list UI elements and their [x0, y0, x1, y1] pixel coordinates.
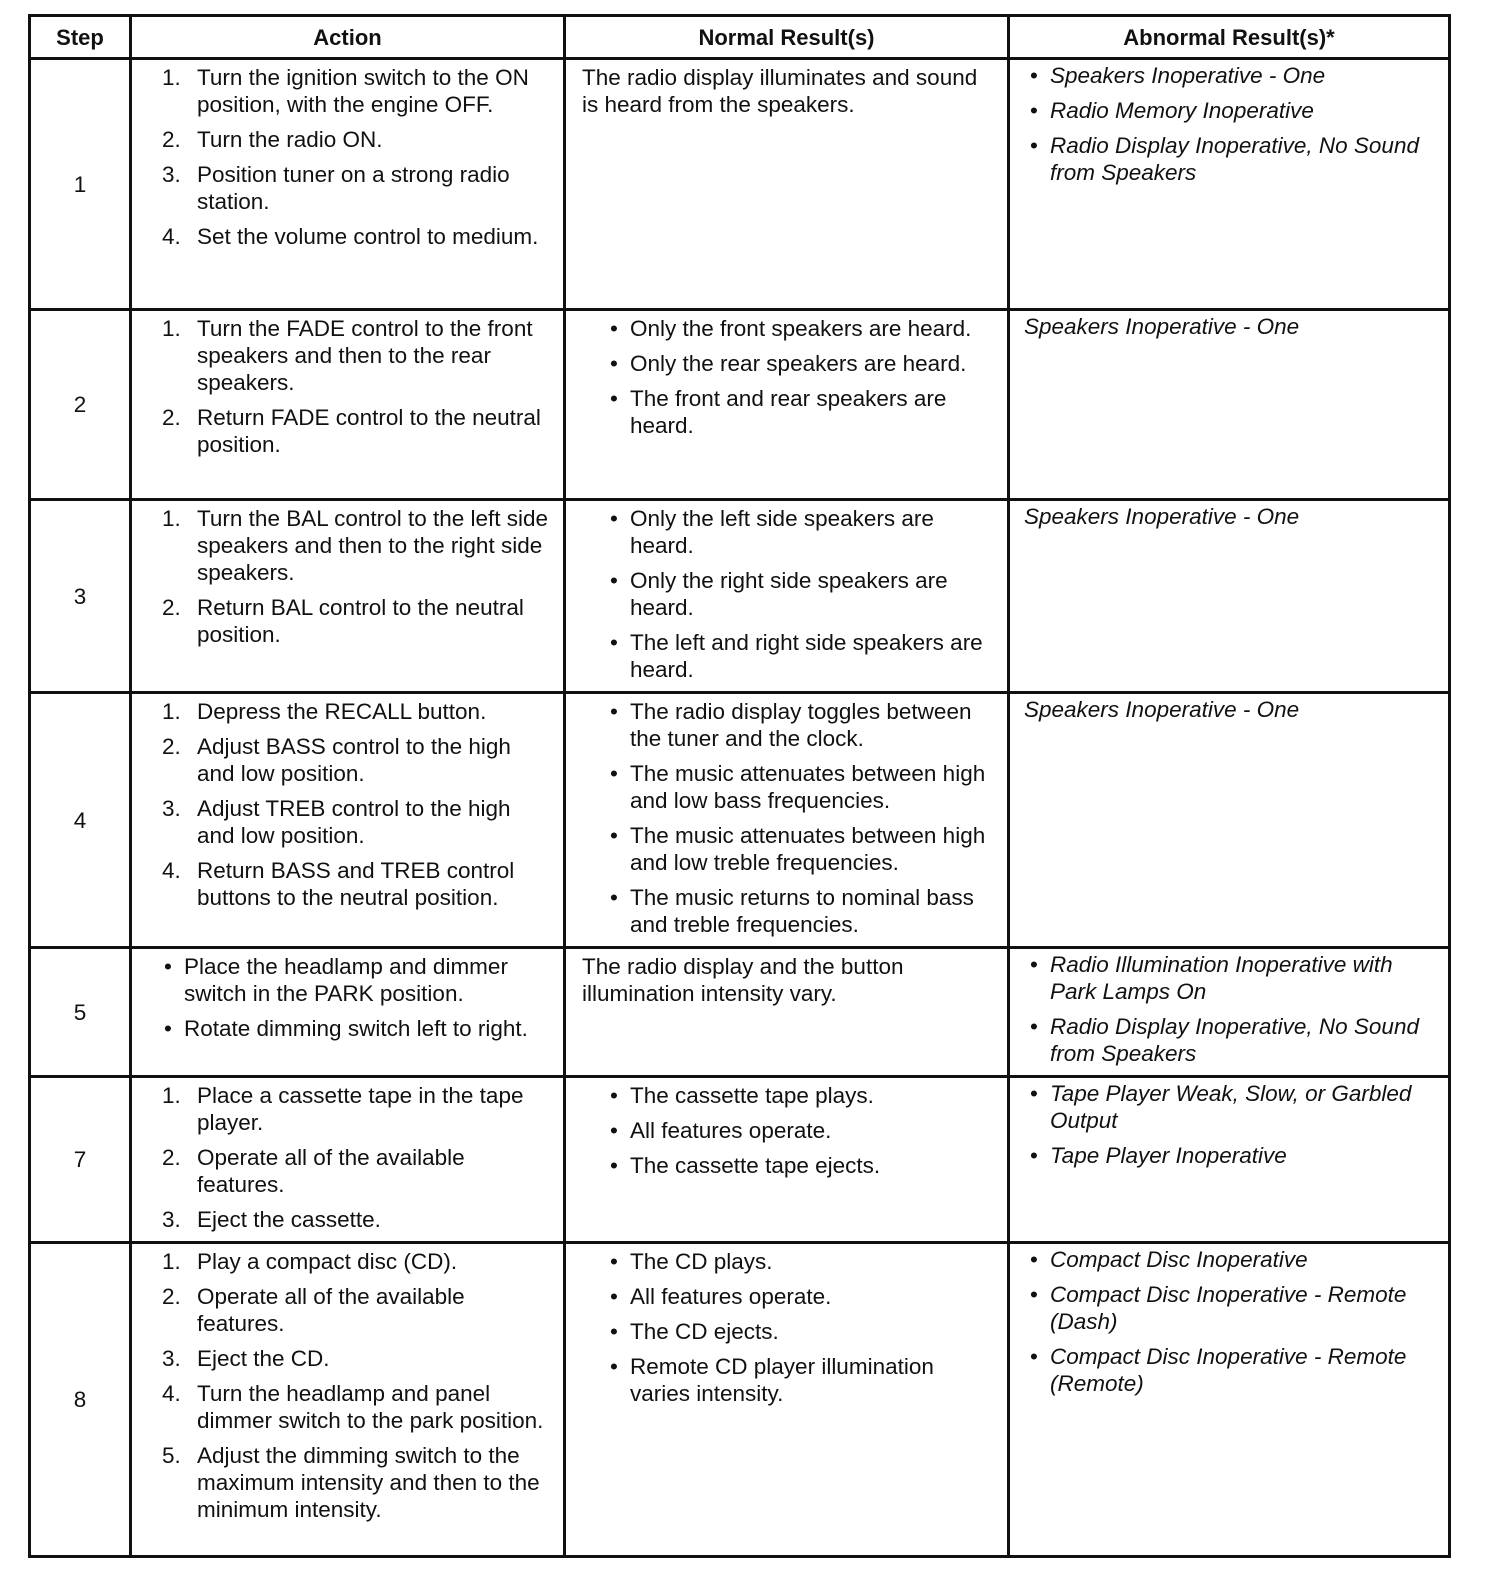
- abnormal-result-item: [1024, 97, 1432, 124]
- action-cell: [131, 500, 565, 693]
- action-item: [162, 64, 553, 118]
- action-item-number: 1.: [162, 1083, 181, 1108]
- action-item-text: Set the volume control to medium.: [197, 224, 539, 249]
- normal-result-item-text: The cassette tape ejects.: [630, 1153, 881, 1178]
- header-action: Action: [131, 16, 565, 59]
- normal-result-item-text: The music attenuates between high and low bass frequencies.: [630, 761, 986, 813]
- abnormal-result-cell: [1009, 948, 1450, 1077]
- bullet-icon: •: [1030, 952, 1038, 977]
- bullet-icon: •: [1030, 1014, 1038, 1039]
- action-item: [162, 1206, 553, 1233]
- table-row: [30, 1077, 1450, 1243]
- action-item-text: Turn the headlamp and panel dimmer switch to the park position.: [197, 1381, 544, 1433]
- step-number: 4: [30, 693, 131, 948]
- action-cell: [131, 948, 565, 1077]
- normal-result-list: [582, 505, 993, 683]
- normal-result-item-text: Only the rear speakers are heard.: [630, 351, 967, 376]
- normal-result-cell: [565, 310, 1009, 500]
- bullet-icon: •: [610, 351, 618, 376]
- step-number: 1: [30, 59, 131, 310]
- abnormal-result-item: [1024, 62, 1432, 89]
- abnormal-result-cell: [1009, 1077, 1450, 1243]
- normal-result-item-text: The music attenuates between high and low treble frequencies.: [630, 823, 986, 875]
- normal-result-item: [582, 629, 993, 683]
- action-item: [162, 795, 553, 849]
- abnormal-result-item-text: Tape Player Weak, Slow, or Garbled Output: [1050, 1081, 1412, 1133]
- action-item: [162, 1380, 553, 1434]
- action-item-number: 1.: [162, 506, 181, 531]
- action-item-number: 5.: [162, 1443, 181, 1468]
- abnormal-result-item: [1024, 132, 1432, 186]
- diagnostic-table-container: [28, 14, 1448, 1544]
- action-item-text: Turn the radio ON.: [197, 127, 383, 152]
- bullet-icon: •: [610, 506, 618, 531]
- normal-result-list: [582, 315, 993, 439]
- bullet-icon: •: [610, 1118, 618, 1143]
- header-row: [30, 16, 1450, 59]
- action-item-text: Play a compact disc (CD).: [197, 1249, 458, 1274]
- abnormal-result-item: [1024, 951, 1432, 1005]
- abnormal-result-item-text: Compact Disc Inoperative: [1050, 1247, 1308, 1272]
- action-item: [162, 161, 553, 215]
- action-item-text: Turn the FADE control to the front speakers and then to the rear speakers.: [197, 316, 533, 395]
- action-item-number: 2.: [162, 127, 181, 152]
- step-number: 3: [30, 500, 131, 693]
- abnormal-result-cell: [1009, 693, 1450, 948]
- action-item-number: 2.: [162, 595, 181, 620]
- bullet-icon: •: [610, 1284, 618, 1309]
- abnormal-result-item: [1024, 1343, 1432, 1397]
- normal-result-cell: [565, 693, 1009, 948]
- normal-result-cell: [565, 948, 1009, 1077]
- action-cell: [131, 693, 565, 948]
- bullet-icon: •: [610, 1249, 618, 1274]
- abnormal-result-text: Speakers Inoperative - One: [1024, 314, 1300, 339]
- normal-result-item: [582, 1117, 993, 1144]
- bullet-icon: •: [1030, 1282, 1038, 1307]
- abnormal-result-cell: [1009, 59, 1450, 310]
- action-list: [162, 64, 553, 250]
- normal-result-item-text: The radio display toggles between the tuner and the clock.: [630, 699, 972, 751]
- normal-result-item: [582, 1283, 993, 1310]
- action-item-text: Operate all of the available features.: [197, 1284, 465, 1336]
- abnormal-result-item: [1024, 1013, 1432, 1067]
- normal-result-item: [582, 505, 993, 559]
- header-step: Step: [30, 16, 131, 59]
- normal-result-item-text: The music returns to nominal bass and treble frequencies.: [630, 885, 974, 937]
- action-item-number: 4.: [162, 224, 181, 249]
- table-row: [30, 693, 1450, 948]
- table-row: [30, 59, 1450, 310]
- bullet-icon: •: [610, 630, 618, 655]
- normal-result-item: [582, 760, 993, 814]
- action-item: [162, 404, 553, 458]
- abnormal-result-list: [1024, 1246, 1432, 1397]
- action-item-text: Operate all of the available features.: [197, 1145, 465, 1197]
- normal-result-text: The radio display illuminates and sound is heard from the speakers.: [582, 65, 978, 117]
- abnormal-result-list: [1024, 1080, 1432, 1169]
- normal-result-item-text: Remote CD player illumination varies intensity.: [630, 1354, 934, 1406]
- abnormal-result-text: Speakers Inoperative - One: [1024, 504, 1300, 529]
- table-row: [30, 500, 1450, 693]
- action-item-number: 2.: [162, 1145, 181, 1170]
- action-item-number: 1.: [162, 65, 181, 90]
- action-item-text: Depress the RECALL button.: [197, 699, 487, 724]
- normal-result-item: [582, 822, 993, 876]
- action-item-text: Turn the BAL control to the left side speakers and then to the right side speakers.: [197, 506, 549, 585]
- abnormal-result-cell: [1009, 500, 1450, 693]
- normal-result-cell: [565, 500, 1009, 693]
- action-list: [162, 1082, 553, 1233]
- bullet-icon: •: [610, 316, 618, 341]
- normal-result-item-text: Only the right side speakers are heard.: [630, 568, 948, 620]
- action-item: [162, 1442, 553, 1523]
- table-body: [30, 59, 1450, 1557]
- action-item-number: 2.: [162, 734, 181, 759]
- normal-result-list: [582, 1248, 993, 1407]
- bullet-icon: •: [610, 568, 618, 593]
- bullet-icon: •: [164, 954, 172, 979]
- action-item-text: Place a cassette tape in the tape player.: [197, 1083, 524, 1135]
- bullet-icon: •: [610, 386, 618, 411]
- normal-result-text: The radio display and the button illumination intensity vary.: [582, 954, 904, 1006]
- action-item: [162, 1345, 553, 1372]
- abnormal-result-item: [1024, 1080, 1432, 1134]
- action-item-number: 1.: [162, 316, 181, 341]
- table-row: [30, 1243, 1450, 1557]
- bullet-icon: •: [610, 761, 618, 786]
- normal-result-item-text: The CD ejects.: [630, 1319, 779, 1344]
- step-number: 2: [30, 310, 131, 500]
- action-item: [162, 857, 553, 911]
- abnormal-result-item-text: Speakers Inoperative - One: [1050, 63, 1326, 88]
- bullet-icon: •: [1030, 98, 1038, 123]
- abnormal-result-cell: [1009, 1243, 1450, 1557]
- action-item-text: Rotate dimming switch left to right.: [184, 1016, 528, 1041]
- normal-result-item-text: The cassette tape plays.: [630, 1083, 874, 1108]
- action-item-text: Return FADE control to the neutral position.: [197, 405, 541, 457]
- normal-result-item: [582, 1152, 993, 1179]
- action-item-text: Return BAL control to the neutral position.: [197, 595, 524, 647]
- normal-result-item-text: All features operate.: [630, 1118, 832, 1143]
- abnormal-result-cell: [1009, 310, 1450, 500]
- normal-result-item: [582, 350, 993, 377]
- abnormal-result-list: [1024, 62, 1432, 186]
- normal-result-cell: [565, 1243, 1009, 1557]
- bullet-icon: •: [610, 1083, 618, 1108]
- action-item: [162, 1283, 553, 1337]
- bullet-icon: •: [1030, 1143, 1038, 1168]
- action-item-number: 1.: [162, 1249, 181, 1274]
- action-list: [162, 1248, 553, 1523]
- step-number: 5: [30, 948, 131, 1077]
- normal-result-item: [582, 1082, 993, 1109]
- action-item-text: Position tuner on a strong radio station.: [197, 162, 510, 214]
- action-item-number: 4.: [162, 858, 181, 883]
- abnormal-result-item-text: Radio Display Inoperative, No Sound from Speakers: [1050, 1014, 1419, 1066]
- bullet-icon: •: [1030, 1344, 1038, 1369]
- abnormal-result-item-text: Radio Memory Inoperative: [1050, 98, 1314, 123]
- action-item-number: 1.: [162, 699, 181, 724]
- abnormal-result-list: [1024, 951, 1432, 1067]
- step-number: 8: [30, 1243, 131, 1557]
- abnormal-result-item-text: Tape Player Inoperative: [1050, 1143, 1287, 1168]
- action-item: [162, 505, 553, 586]
- action-item-number: 2.: [162, 405, 181, 430]
- bullet-icon: •: [610, 885, 618, 910]
- action-item-text: Return BASS and TREB control buttons to the neutral position.: [197, 858, 515, 910]
- action-cell: [131, 1243, 565, 1557]
- action-item-number: 3.: [162, 1207, 181, 1232]
- normal-result-list: [582, 1082, 993, 1179]
- action-item-number: 3.: [162, 162, 181, 187]
- abnormal-result-text: Speakers Inoperative - One: [1024, 697, 1300, 722]
- abnormal-result-item-text: Compact Disc Inoperative - Remote (Dash): [1050, 1282, 1407, 1334]
- normal-result-cell: [565, 1077, 1009, 1243]
- normal-result-item-text: Only the left side speakers are heard.: [630, 506, 934, 558]
- action-item: [162, 698, 553, 725]
- action-item-number: 3.: [162, 1346, 181, 1371]
- action-item-text: Place the headlamp and dimmer switch in the PARK position.: [184, 954, 508, 1006]
- diagnostic-table: [28, 14, 1451, 1558]
- normal-result-item-text: The CD plays.: [630, 1249, 773, 1274]
- normal-result-item-text: The left and right side speakers are heard.: [630, 630, 983, 682]
- action-cell: [131, 310, 565, 500]
- bullet-icon: •: [610, 1319, 618, 1344]
- header-normal-results: Normal Result(s): [565, 16, 1009, 59]
- action-item-text: Adjust the dimming switch to the maximum intensity and then to the minimum intensity.: [197, 1443, 540, 1522]
- header-abnormal-results: Abnormal Result(s)*: [1009, 16, 1450, 59]
- normal-result-list: [582, 698, 993, 938]
- bullet-icon: •: [1030, 1081, 1038, 1106]
- normal-result-item: [582, 884, 993, 938]
- bullet-icon: •: [1030, 133, 1038, 158]
- action-item-number: 2.: [162, 1284, 181, 1309]
- normal-result-item: [582, 315, 993, 342]
- action-item: [162, 126, 553, 153]
- abnormal-result-item-text: Compact Disc Inoperative - Remote (Remote): [1050, 1344, 1407, 1396]
- action-list: [162, 953, 553, 1042]
- action-item-text: Eject the cassette.: [197, 1207, 381, 1232]
- normal-result-item-text: The front and rear speakers are heard.: [630, 386, 947, 438]
- normal-result-item: [582, 385, 993, 439]
- action-item: [162, 1144, 553, 1198]
- bullet-icon: •: [610, 823, 618, 848]
- action-item-number: 4.: [162, 1381, 181, 1406]
- action-item: [162, 1015, 553, 1042]
- abnormal-result-item-text: Radio Illumination Inoperative with Park Lamps On: [1050, 952, 1393, 1004]
- action-item-text: Adjust TREB control to the high and low position.: [197, 796, 511, 848]
- normal-result-item: [582, 1318, 993, 1345]
- action-list: [162, 505, 553, 648]
- bullet-icon: •: [1030, 63, 1038, 88]
- bullet-icon: •: [1030, 1247, 1038, 1272]
- step-number: 7: [30, 1077, 131, 1243]
- action-item-text: Eject the CD.: [197, 1346, 330, 1371]
- action-cell: [131, 59, 565, 310]
- abnormal-result-item-text: Radio Display Inoperative, No Sound from Speakers: [1050, 133, 1419, 185]
- bullet-icon: •: [610, 1354, 618, 1379]
- normal-result-item: [582, 1353, 993, 1407]
- bullet-icon: •: [610, 699, 618, 724]
- action-item-text: Turn the ignition switch to the ON position, with the engine OFF.: [197, 65, 529, 117]
- normal-result-item: [582, 567, 993, 621]
- bullet-icon: •: [164, 1016, 172, 1041]
- action-item: [162, 315, 553, 396]
- abnormal-result-item: [1024, 1142, 1432, 1169]
- normal-result-item-text: Only the front speakers are heard.: [630, 316, 972, 341]
- action-cell: [131, 1077, 565, 1243]
- normal-result-item: [582, 1248, 993, 1275]
- normal-result-item: [582, 698, 993, 752]
- bullet-icon: •: [610, 1153, 618, 1178]
- action-item: [162, 223, 553, 250]
- action-list: [162, 698, 553, 911]
- action-item: [162, 953, 553, 1007]
- action-item-number: 3.: [162, 796, 181, 821]
- action-item: [162, 594, 553, 648]
- normal-result-cell: [565, 59, 1009, 310]
- action-item-text: Adjust BASS control to the high and low position.: [197, 734, 511, 786]
- table-row: [30, 948, 1450, 1077]
- action-item: [162, 1082, 553, 1136]
- abnormal-result-item: [1024, 1281, 1432, 1335]
- abnormal-result-item: [1024, 1246, 1432, 1273]
- action-item: [162, 1248, 553, 1275]
- action-item: [162, 733, 553, 787]
- action-list: [162, 315, 553, 458]
- normal-result-item-text: All features operate.: [630, 1284, 832, 1309]
- table-row: [30, 310, 1450, 500]
